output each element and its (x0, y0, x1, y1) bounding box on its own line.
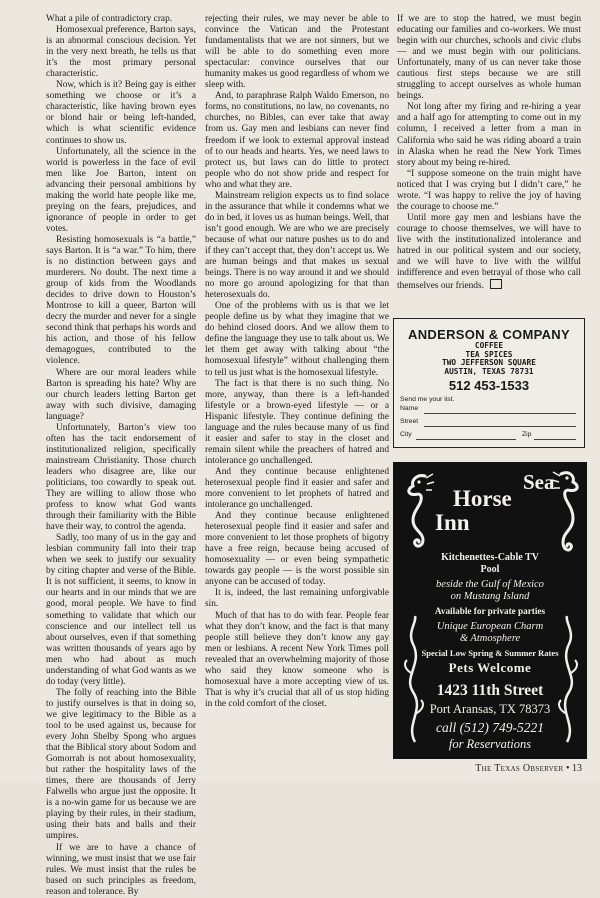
city-field-line[interactable] (416, 439, 516, 440)
paragraph: If we are to have a chance of winning, we must insist that we use fair rules. We must insist that the rules be based on such principles as freedom, reason and tolerance. By (46, 842, 196, 897)
paragraph: Homosexual preference, Barton says, is an abnormal conscious decision. Yet in the very next breath, he tells us that it’s the most primary personal characteristic. (46, 25, 196, 80)
ad-rates: Special Low Spring & Summer Rates (421, 648, 559, 658)
paragraph: Not long after my firing and re-hiring a year and a half ago for attempting to come out in my column, I received a letter from a man in California who said he was riding aboard a train in Alaska when he read the New York Times story about my being re-hired. (397, 102, 581, 168)
city-field-label: City (400, 431, 412, 438)
ad-city: Port Aransas, TX 78373 (429, 702, 551, 716)
ad-line: COFFEE (474, 341, 504, 350)
ad-address: TWO JEFFERSON SQUARE (442, 358, 536, 368)
paragraph: “I suppose someone on the train might have noticed that I was crying but I didn’t care,” he wrote. “I was happy to relive the joy of having the courage to choose me.” (397, 168, 581, 212)
ad-title-inn: Inn (435, 510, 470, 535)
name-field-line[interactable] (424, 413, 576, 414)
paragraph: Much of that has to do with fear. People fear what they don’t know, and the fact is that many people still believe they don’t know any gay men or lesbians. A recent New York Times poll revealed that an overwhelming majority of those who said they know someone who is homosexual have a more accepting view of us. That is why it’s crucial that all of us stop hiding in the cold comfort of the closet. (205, 610, 389, 709)
paragraph: Unfortunately, all the science in the world is powerless in the face of evil men like Joe Barton, intent on advancing their personal ambitions by making the world hate people like me, preying on the fears, prejudices, and ignorance of people in order to get votes. (46, 146, 196, 234)
paragraph: Resisting homosexuals is “a battle,” says Barton. It is “a war.” To him, there is no distinction between gays and murderers. No doubt. The next time a group of kids from the Woodlands decides to drive down to Houston’s Montrose to kill a queer, Barton will decry the murder and never for a single second think that perhaps his words and his action, and those of his fellow demagogues, contributed to the violence. (46, 234, 196, 367)
ad-city: AUSTIN, TEXAS 78731 (444, 366, 534, 376)
end-mark-icon (490, 279, 502, 289)
paragraph: Mainstream religion expects us to find solace in the assurance that while it condemns what we do in bed, it loves us as human beings. Well, that isn’t good enough. We are who we are precisely because of what our nature pushes us to do and if they can’t accept that, they don’t accept us. We are human beings and that makes us sexual beings. There is no way around it and we should no more go around apologizing for that than heterosexuals do. (205, 190, 389, 301)
paragraph: Unfortunately, Barton’s view too often has the tacit endorsement of institutionalized religion, specifically mainstream Christianity. Those church leaders who disagree are, like our politicians, too cowardly to speak out. They are willing to allow those who profess to know what God wants through their familiarity with the Bible have their way, to control the agenda. (46, 422, 196, 533)
ad-charm: Unique European Charm (436, 621, 544, 632)
article-column-2 (205, 14, 389, 710)
zip-field-line[interactable] (534, 439, 576, 440)
paragraph: One of the problems with us is that we let people define us by what they imagine that we do behind closed doors. And we allow them to define the language they use to talk about us. We let them get away with talking about “the homosexual lifestyle” without challenging them to tell us just what is the homosexual lifestyle. (205, 301, 389, 378)
ad-line: TEA SPICES (465, 349, 513, 359)
ad-pool: Pool (480, 564, 500, 575)
paragraph: The fact is that there is no such thing. No more, anyway, than there is a left-handed lifestyle or a brown-eyed lifestyle — or a Hispanic lifestyle. They continue defining the language and the rules because many of us find it easier and safer to stay in the closet and remain silent while the preachers of hatred and intolerance go unchallenged. (205, 378, 389, 466)
street-field-label: Street (400, 418, 419, 425)
ad-amenities: Kitchenettes-Cable TV (441, 552, 539, 563)
page-number: 13 (572, 763, 582, 774)
paragraph: It is, indeed, the last remaining unforgivable sin. (205, 588, 389, 610)
ad-send-list-label: Send me your list. (400, 396, 455, 404)
paragraph: And, to paraphrase Ralph Waldo Emerson, no forms, no constitutions, no law, no covenants, no churches, no Bibles, can ever take that away from us. Gay men and lesbians can never find freedom if we look to external approval instead of to our heads and hearts. Yes, we need laws to protect us, but laws can do little to protect people who do not show pride and respect for who and what they are. (205, 91, 389, 190)
publication-name: The Texas Observer (475, 763, 564, 774)
seahorse-icon (399, 470, 439, 555)
paragraph: Where are our moral leaders while Barton is spreading his hate? Why are our church leaders letting Barton get away with such divisive, damaging language? (46, 367, 196, 422)
zip-field-label: Zip (522, 431, 532, 438)
ad-parties: Available for private parties (434, 606, 546, 616)
paragraph: Now, which is it? Being gay is either something we choose or it’s a characteristic, like having brown eyes or blond hair or being left-handed, which is what scientific evidence continues to show us. (46, 80, 196, 146)
article-column-3 (397, 14, 581, 292)
footer-separator: • (565, 763, 570, 774)
ad-island: on Mustang Island (450, 591, 530, 602)
ad-pets: Pets Welcome (448, 660, 532, 675)
ad-title-sea: Sea (523, 470, 555, 494)
ad-street: 1423 11th Street (436, 682, 544, 699)
paragraph (397, 213, 581, 292)
ad-title-horse: Horse (453, 486, 512, 511)
name-field-label: Name (400, 405, 419, 412)
ad-phone: 512 453-1533 (448, 378, 530, 394)
article-column-1 (46, 14, 196, 898)
sea-horse-inn-ad (393, 462, 587, 759)
anderson-company-ad (393, 318, 585, 448)
ad-phone: call (512) 749-5221 (436, 720, 544, 735)
paragraph: And they continue because enlightened heterosexual people find it easier and safer and more convenient to let prophets of hatred and intolerance go unchallenged. (205, 466, 389, 511)
paragraph: What a pile of contradictory crap. (46, 14, 173, 24)
ad-reservations: for Reservations (448, 737, 532, 751)
paragraph: Sadly, too many of us in the gay and lesbian community fall into their trap when we seek to justify our sexuality by citing chapter and verse of the Bible. It is not sufficient, it seems, to know in our hearts and in our minds that we are good, moral people. We have to find something to validate that which our conscience and our intellect tell us about ourselves, even if that something was written thousands of years ago by men who had about as much understanding of what God wants as we do today (very little). (46, 533, 196, 687)
paragraph: rejecting their rules, we may never be able to convince the Vatican and the Protestant fundamentalists that we are not sinners, but we will be able to do something even more spectacular: convince ourselves that our humanity makes us good regardless of whom we sleep with. (205, 14, 389, 91)
page-footer (475, 763, 582, 774)
street-field-line[interactable] (424, 426, 576, 427)
ad-company-name: ANDERSON & COMPANY (408, 327, 570, 342)
paragraph: And they continue because enlightened heterosexual people find it easier and safer and more convenient to let those prophets of bigotry have a free reign, because being accused of homosexuality — or even being sympathetic towards gay people — is the worst possible sin anyone can be accused of today. (205, 511, 389, 588)
paragraph: If we are to stop the hatred, we must begin educating our families and co-workers. We must begin with our churches, schools and civic clubs — and we must begin with our politicians. Unfortunately, many of us can never take those cautious first steps because we are still struggling to accept ourselves as whole human beings. (397, 14, 581, 102)
ad-atmosphere: & Atmosphere (459, 633, 521, 644)
closing-paragraph-text: Until more gay men and lesbians have the courage to choose themselves, we will have to live with the institutionalized intolerance and hatred in our political system and our society, and we will have to live with the willful indifference and even betrayal of those who call themselves our friends. (397, 212, 581, 292)
paragraph: The folly of reaching into the Bible to justify ourselves is that in doing so, we give legitimacy to the Bible as a tool to be used against us, because for every John Shelby Spong who argues that the Biblical story about Sodom and Gomorrah is not about homosexuality, but rather the hospitality laws of the times, there are thousands of Jerry Falwells who argue just the opposite. It is a no-win game for us because we are playing by their rules, in their stadium, using their bats and balls and their umpires. (46, 687, 196, 842)
ad-location: beside the Gulf of Mexico (436, 579, 544, 590)
